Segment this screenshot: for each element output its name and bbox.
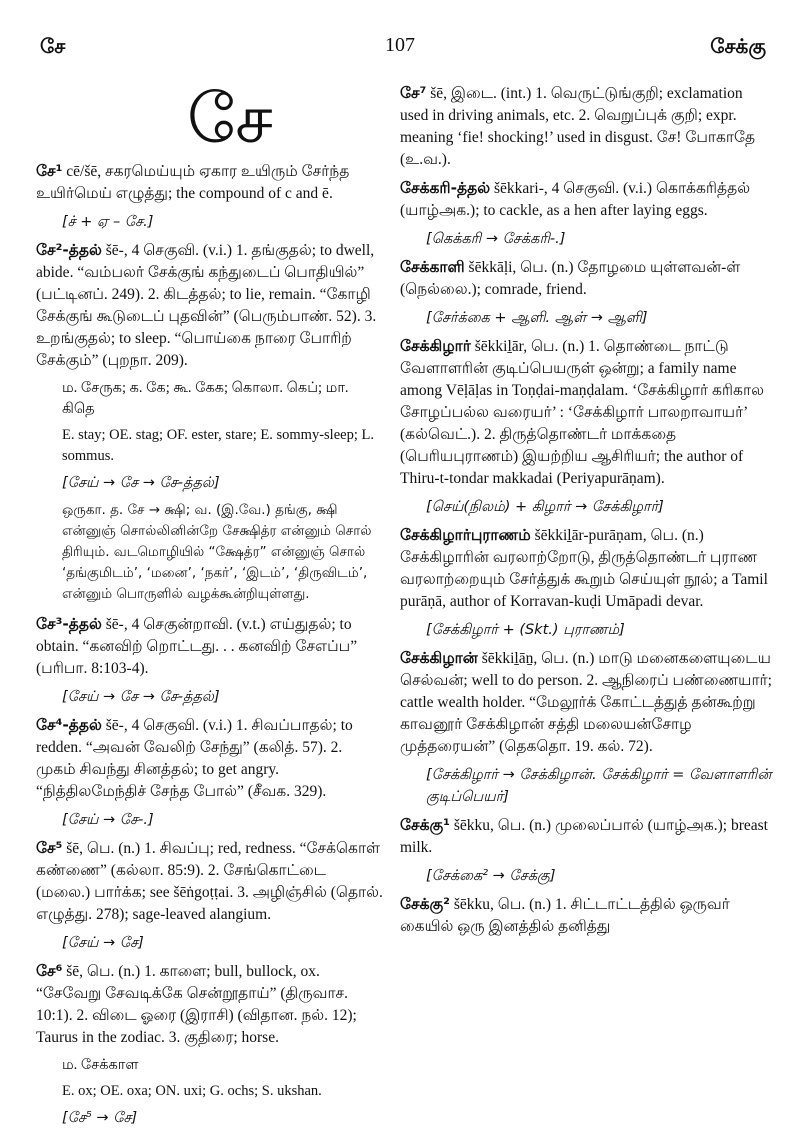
etymology-line: [கெக்கரி → சேக்கரி-.] — [426, 231, 566, 247]
page-number: 107 — [385, 34, 415, 56]
dictionary-entry — [36, 160, 384, 205]
dictionary-entry — [36, 613, 384, 680]
usage-note: ஒருகா. த. சே → க்ஷி; வ. (இ.வே.) தங்கு, க்ஷி என்னுஞ் சொல்லினின்றே சேக்ஷித்ர என்னும் சொல் திரியும். வடமொழியில் “க்ஷேத்ர” என்னுஞ் சொல் ‘தங்குமிடம்’, ‘மனை’, ‘நகர்’, ‘இடம்’, ‘திருவிடம்’, என்னும் பொருளில் வழக்கூன்றியுள்ளது. — [62, 502, 372, 602]
cognates-line: E. ox; OE. oxa; ON. uxi; G. ochs; S. ukshan. — [62, 1083, 322, 1099]
etymology-line: [சேர்க்கை + ஆளி. ஆள் → ஆளி] — [426, 310, 648, 326]
entry-headword: சே⁴-த்தல் — [36, 716, 102, 734]
entry-headword: சே⁶ — [36, 962, 63, 980]
entry-headword: சே²-த்தல் — [36, 241, 102, 259]
etymology-line: [சேக்கை² → சேக்கு] — [426, 868, 556, 884]
entry-headword: சே³-த்தல் — [36, 615, 102, 633]
left-column — [36, 80, 384, 1126]
entry-headword: சேக்காளி — [400, 258, 465, 276]
right-column — [400, 82, 772, 1090]
dictionary-entry — [36, 837, 384, 926]
etymology-line: [சேக்கிழார் + (Skt.) புராணம்] — [426, 622, 625, 638]
entry-definition: šēkkāḷi, பெ. (n.) தோழமை யுள்ளவன்-ள் (நெல்லை.); comrade, friend. — [400, 259, 741, 298]
entry-definition: šēkkiḻār-purāṇam, பெ. (n.) சேக்கிழாரின் வரலாற்றோடு, திருத்தொண்டர் புராண வரலாற்றையும் சேர்த்துக் கூறும் செய்யுள் நூல்; a Tamil purāṇā, author of Korravan-kuḍi Umāpadi devar. — [400, 527, 768, 610]
entry-definition: šēkkiḻāṉ, பெ. (n.) மாடு மனைகளையுடைய செல்வன்; well to do person. 2. ஆநிரைப் பண்ணையார்; cattle wealth holder. “மேலூர்க் கோட்டத்துத் தன்கூற்று காவனூர் சேக்கிழான் சத்தி மலையன்சோழ முத்தரையன்” (தெகதொ. 19. கல். 72). — [400, 650, 772, 755]
etymology-line: [சே⁵ → சே] — [62, 1110, 138, 1126]
entry-definition: šēkku, பெ. (n.) 1. சிட்டாட்டத்தில் ஒருவர் கையில் ஒரு இனத்தில் தனித்து — [400, 896, 730, 935]
entry-definition: šē-, 4 செகுவி. (v.i.) 1. தங்குதல்; to dwell, abide. “வம்பலர் சேக்குங் கந்துடைப் பொதியில்” (பட்டினப். 249). 2. கிடத்தல்; to lie, remain. “கோழி சேக்குங் கூடுடைப் புதவின்” (பெரும்பாண். 52). 3. உறங்குதல்; to sleep. “பொய்கை நாரை போரிற் சேக்கும்” (புறநா. 209). — [36, 242, 377, 369]
entry-definition: šē, பெ. (n.) 1. காளை; bull, bullock, ox. “சேவேறு சேவடிக்கே சென்றூதாய்” (திருவாச. 10:1). 2. விடை ஓரை (இராசி) (விதான. நல். 12); Taurus in the zodiac. 3. குதிரை; horse. — [36, 963, 357, 1046]
etymology-line: [செய்(நிலம்) + கிழார் → சேக்கிழார்] — [426, 499, 664, 515]
etymology-line: [சேய் → சே-.] — [62, 812, 154, 828]
section-letter: சே — [187, 80, 273, 159]
dictionary-entry — [400, 893, 772, 938]
etymology-line: [சேய் → சே → சே-த்தல்] — [62, 689, 220, 705]
dictionary-entry — [36, 960, 384, 1049]
etymology-line: [சேய் → சே → சே-த்தல்] — [62, 475, 220, 491]
entry-definition: šēkku, பெ. (n.) முலைப்பால் (யாழ்அக.); breast milk. — [400, 817, 768, 856]
entry-headword: சேக்கிழார் — [400, 337, 471, 355]
dictionary-entry — [400, 256, 772, 301]
dictionary-entry — [400, 814, 772, 859]
entry-headword: சேக்கு² — [400, 895, 450, 913]
entry-definition: šē, பெ. (n.) 1. சிவப்பு; red, redness. “சேக்கொள் கண்ணை” (கல்லா. 85:9). 2. சேங்கொட்டை (மலை.) பார்க்க; see šēṅgoṭṭai. 3. அழிஞ்சில் (தொல். எழுத்து. 278); sage-leaved alangium. — [36, 840, 383, 923]
etymology-line: [ச் + ஏ – சே.] — [62, 214, 154, 230]
dictionary-entry — [400, 647, 772, 758]
cognates-line: ம. சேக்காள — [62, 1057, 139, 1073]
dictionary-entry — [400, 524, 772, 613]
dictionary-entry — [400, 335, 772, 490]
entry-headword: சே¹ — [36, 162, 63, 180]
dictionary-entry — [400, 177, 772, 222]
etymology-line: [சேய் → சே] — [62, 935, 144, 951]
entry-definition: cē/šē, சகரமெய்யும் ஏகார உயிரும் சேர்ந்த உயிர்மெய் எழுத்து; the compound of c and ē. — [36, 163, 350, 202]
entry-headword: சேக்கிழான் — [400, 649, 478, 667]
entry-headword: சேக்கரி-த்தல் — [400, 179, 491, 197]
cognates-line: E. stay; OE. stag; OF. ester, stare; E. sommy-sleep; L. sommus. — [62, 427, 374, 464]
page-header — [0, 34, 800, 66]
cognates-line: ம. சேருக; க. கே; கூ. கேக; கொலா. கெப்; மா. கிதெ — [62, 380, 349, 417]
entry-headword: சே⁷ — [400, 84, 427, 102]
dictionary-entry — [36, 714, 384, 803]
entry-definition: šēkkiḻār, பெ. (n.) 1. தொண்டை நாட்டு வேளாளரின் குடிப்பெயருள் ஒன்று; a family name among Vēḷāḷas in Toṇḍai-maṇḍalam. ‘சேக்கிழார் கரிகால சோழப்பல்ல வரையர்’ : ‘சேக்கிழார் பாலறாவாயர்’ (கல்வெட்.). 2. திருத்தொண்டர் மாக்கதை (பெரியபுராணம்) இயற்றிய ஆசிரியர்; the author of Thiru-t-tondar makkadai (Periyapurāṇam). — [400, 338, 764, 487]
header-left-guide: சே — [40, 34, 66, 58]
header-right-guide: சேக்கு — [710, 34, 766, 58]
entry-definition: šēkkari-, 4 செகுவி. (v.i.) கொக்கரித்தல் (யாழ்அக.); to cackle, as a hen after laying eggs. — [400, 180, 751, 219]
dictionary-entry — [36, 239, 384, 372]
entry-headword: சேக்கு¹ — [400, 816, 450, 834]
dictionary-entry — [400, 82, 772, 171]
entry-definition: šē, இடை. (int.) 1. வெருட்டுங்குறி; exclamation used in driving animals, etc. 2. வெறுப்புக் குறி; expr. meaning ‘fie! shocking!’ used in disgust. சே! போகாதே (உ.வ.). — [400, 85, 756, 168]
entry-definition: šē-, 4 செகுன்றாவி. (v.t.) எய்துதல்; to obtain. “கனவிற் றொட்டது. . . கனவிற் சேஎப்ப” (பரிபா. 8:103-4). — [36, 616, 358, 677]
entry-headword: சேக்கிழார்புராணம் — [400, 526, 531, 544]
entry-headword: சே⁵ — [36, 839, 63, 857]
etymology-line: [சேக்கிழார் → சேக்கிழான். சேக்கிழார் = வேளாளரின் குடிப்பெயர்] — [426, 767, 772, 805]
entry-definition: šē-, 4 செகுவி. (v.i.) 1. சிவப்பாதல்; to redden. “அவன் வேலிற் சேந்து” (கலித். 57). 2. முகம் சிவந்து சினத்தல்; to get angry. “நித்திலமேந்திச் சேந்த போல்” (சீவக. 329). — [36, 717, 353, 800]
